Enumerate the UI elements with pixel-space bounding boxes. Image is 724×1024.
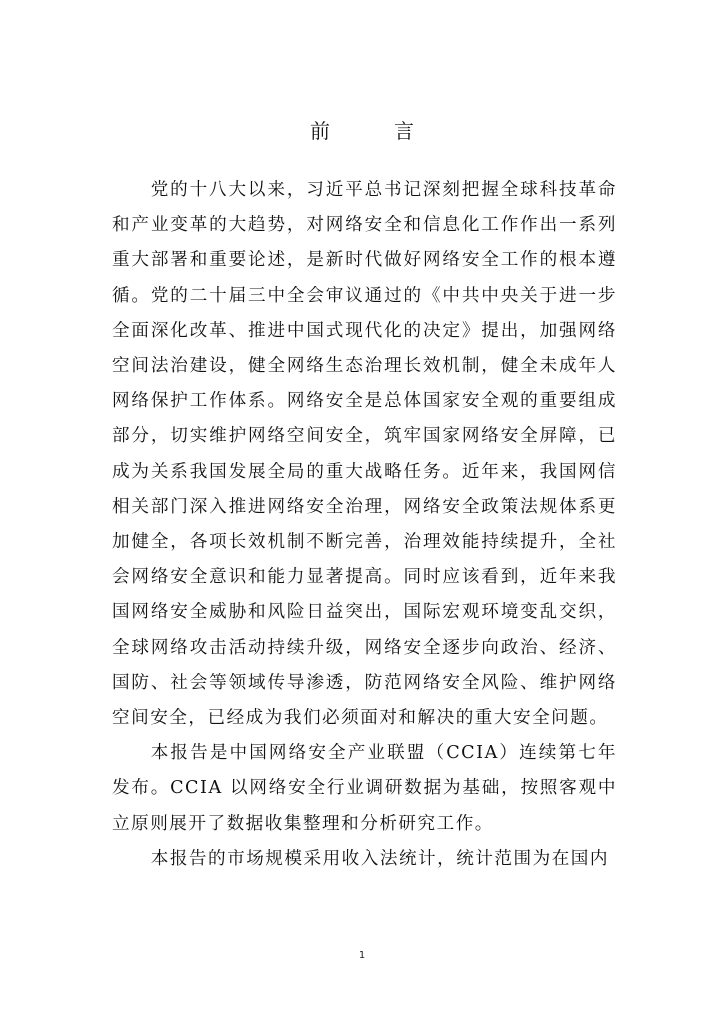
paragraph-1: 党的十八大以来，习近平总书记深刻把握全球科技革命和产业变革的大趋势，对网络安全和信息化工作作出一系列重大部署和重要论述，是新时代做好网络安全工作的根本遵循。党的二十届三中全会审议通过的《中共中央关于进一步全面深化改革、推进中国式现代化的决定》提出，加强网络空间法治建设，健全网络生态治理长效机制，健全未成年人网络保护工作体系。网络安全是总体国家安全观的重要组成部分，切实维护网络空间安全，筑牢国家网络安全屏障，已成为关系我国发展全局的重大战略任务。近年来，我国网信相关部门深入推进网络安全治理，网络安全政策法规体系更加健全，各项长效机制不断完善，治理效能持续提升，全社会网络安全意识和能力显著提高。同时应该看到，近年来我国网络安全威胁和风险日益突出，国际宏观环境变乱交织，全球网络攻击活动持续升级，网络安全逐步向政治、经济、国防、社会等领域传导渗透，防范网络安全风险、维护网络空间安全，已经成为我们必须面对和解决的重大安全问题。 <box>112 180 617 729</box>
page-number: 1 <box>358 950 366 961</box>
body-text <box>112 173 617 877</box>
paragraph-3: 本报告的市场规模采用收入法统计，统计范围为在国内 <box>150 848 609 869</box>
paragraph-2: 本报告是中国网络安全产业联盟（CCIA）连续第七年发布。CCIA 以网络安全行业调研数据为基础，按照客观中立原则展开了数据收集整理和分析研究工作。 <box>112 743 617 834</box>
page-title: 前 言 <box>310 119 436 143</box>
